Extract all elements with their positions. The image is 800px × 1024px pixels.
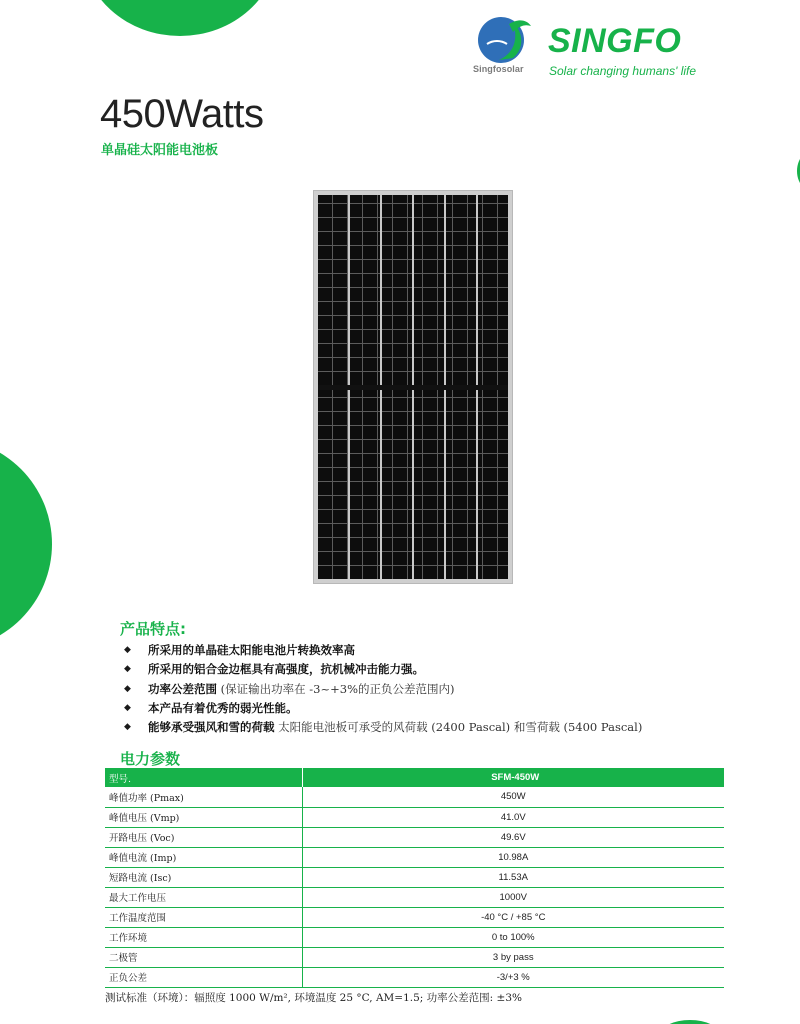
feature-item: ◆ 能够承受强风和雪的荷载 太阳能电池板可承受的风荷载 (2400 Pascal) 和雪荷载 (5400 Pascal): [122, 718, 642, 737]
spec-value: 1000V: [302, 887, 724, 907]
spec-value: 450W: [302, 787, 724, 807]
features-title: 产品特点:: [120, 620, 186, 638]
spec-value: 3 by pass: [302, 947, 724, 967]
spec-value: 10.98A: [302, 847, 724, 867]
spec-value: 49.6V: [302, 827, 724, 847]
singfo-logo-icon: [475, 14, 535, 64]
decorative-circle-bottom: [660, 1020, 720, 1024]
table-row: [105, 827, 724, 847]
spec-label: 峰值功率 (Pmax): [105, 787, 302, 807]
spec-value: 41.0V: [302, 807, 724, 827]
logo-tagline: Solar changing humans' life: [549, 64, 697, 78]
solar-panel-image: [313, 190, 513, 584]
table-row: [105, 867, 724, 887]
spec-header-model: SFM-450W: [302, 768, 724, 787]
spec-label: 峰值电流 (Imp): [105, 847, 302, 867]
spec-header-label: 型号.: [105, 768, 302, 787]
spec-label: 二极管: [105, 947, 302, 967]
spec-value: 0 to 100%: [302, 927, 724, 947]
electrical-title: 电力参数: [120, 750, 181, 768]
logo-small-label: Singfosolar: [473, 64, 524, 74]
features-list: [122, 641, 642, 737]
spec-label: 短路电流 (Isc): [105, 867, 302, 887]
product-title: 450Watts: [100, 92, 264, 136]
spec-header-row: [105, 768, 724, 787]
spec-value: 11.53A: [302, 867, 724, 887]
spec-label: 开路电压 (Voc): [105, 827, 302, 847]
product-subtitle: 单晶硅太阳能电池板: [101, 143, 219, 158]
spec-label: 工作环境: [105, 927, 302, 947]
table-row: [105, 807, 724, 827]
test-conditions-note: 测试标准（环境）：辐照度 1000 W/m², 环境温度 25 °C, AM=1.5; 功率公差范围: ±3%: [105, 992, 522, 1004]
feature-item: ◆ 所采用的铝合金边框具有高强度，抗机械冲击能力强。: [122, 660, 642, 679]
solar-panel-upper-half: [318, 195, 508, 385]
feature-item: ◆ 功率公差范围 (保证输出功率在 -3~+3%的正负公差范围内): [122, 680, 642, 699]
decorative-circle-top: [82, 0, 278, 36]
feature-item: ◆ 本产品有着优秀的弱光性能。: [122, 699, 642, 718]
logo-brand-name: SINGFO: [548, 22, 682, 60]
table-row: [105, 787, 724, 807]
electrical-spec-table: [105, 768, 724, 988]
feature-item: ◆ 所采用的单晶硅太阳能电池片转换效率高: [122, 641, 642, 660]
spec-label: 峰值电压 (Vmp): [105, 807, 302, 827]
spec-label: 工作温度范围: [105, 907, 302, 927]
table-row: [105, 947, 724, 967]
spec-value: -3/+3 %: [302, 967, 724, 987]
spec-label: 正负公差: [105, 967, 302, 987]
decorative-circle-left: [0, 438, 52, 650]
spec-value: -40 °C / +85 °C: [302, 907, 724, 927]
table-row: [105, 927, 724, 947]
table-row: [105, 887, 724, 907]
table-row: [105, 967, 724, 987]
table-row: [105, 907, 724, 927]
table-row: [105, 847, 724, 867]
solar-panel-lower-half: [318, 390, 508, 580]
spec-label: 最大工作电压: [105, 887, 302, 907]
